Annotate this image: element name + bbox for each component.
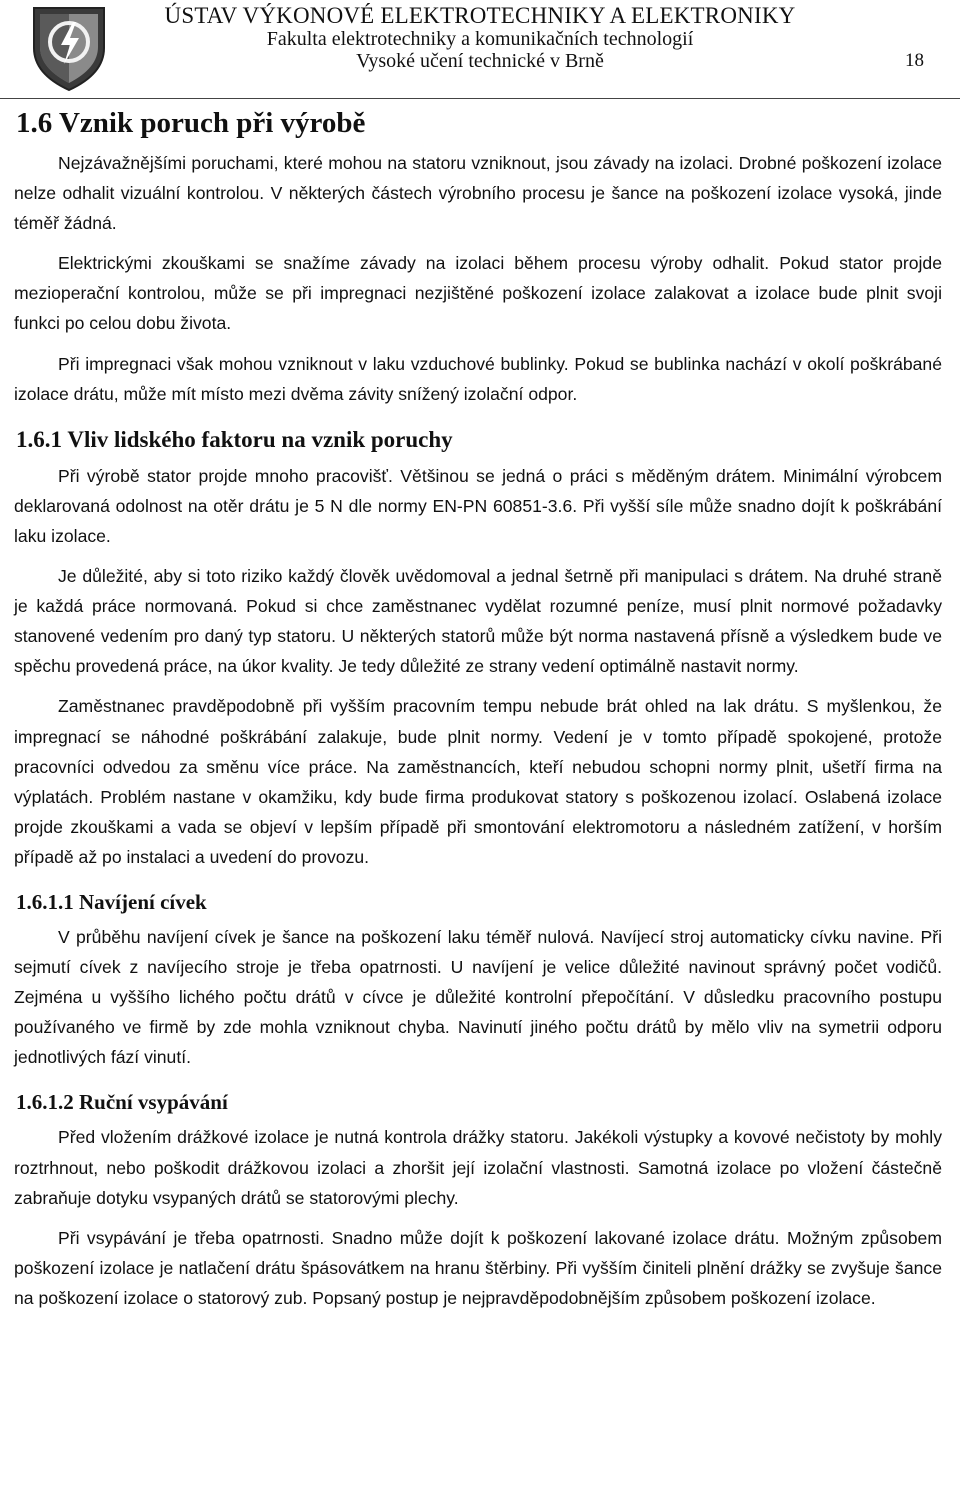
institution-block	[150, 4, 810, 71]
page-body	[14, 100, 942, 1323]
faculty-name: Fakulta elektrotechniky a komunikačních technologií	[266, 28, 694, 50]
page-number: 18	[905, 50, 924, 71]
lightning-shield-logo	[30, 2, 108, 92]
paragraph: Před vložením drážkové izolace je nutná kontrola drážky statoru. Jakékoli výstupky a kovové nečistoty by mohly roztrhnout, nebo poškodit drážkovou izolaci a zhoršit její izolační vlastnosti. Samotná izolace po vložení částečně zabraňuje dotyku vsypaných drátů se statorovými plechy.	[14, 1127, 942, 1208]
subsection-title: 1.6.1 Vliv lidského faktoru na vznik poruchy	[16, 426, 453, 452]
institute-name: ÚSTAV VÝKONOVÉ ELEKTROTECHNIKY A ELEKTRONIKY	[164, 3, 796, 28]
section-title: 1.6 Vznik poruch při výrobě	[16, 107, 366, 139]
subsubsection-title: 1.6.1.1 Navíjení cívek	[16, 889, 207, 914]
paragraph: V průběhu navíjení cívek je šance na poškození laku téměř nulová. Navíjecí stroj automaticky cívku navine. Při sejmutí cívek z navíjecího stroje je třeba opatrnosti. U navíjení je velice důležité navinout správný počet vodičů. Zejména u vyššího lichého počtu drátů v cívce je důležité kontrolní přepočítání. V důsledku pracovního postupu používaného ve firmě by zde mohla vzniknout chyba. Navinutí jiného počtu drátů by mělo vliv na symetrii odporu jednotlivých fází vinutí.	[14, 926, 942, 1068]
paragraph: Při impregnaci však mohou vzniknout v laku vzduchové bublinky. Pokud se bublinka nachází v okolí poškrábané izolace drátu, může mít místo mezi dvěma závity snížený izolační odpor.	[14, 353, 942, 404]
paragraph: Při výrobě stator projde mnoho pracovišť. Většinou se jedná o práci s měděným drátem. Minimální výrobcem deklarovaná odolnost na otěr drátu je 5 N dle normy EN-PN 60851-3.6. Při vyšší síle může snadno dojít k poškrábání laku izolace.	[14, 465, 942, 546]
paragraph: Zaměstnanec pravděpodobně při vyšším pracovním tempu nebude brát ohled na lak drátu. S myšlenkou, že impregnací se náhodné poškrábání zalakuje, bude plnit normy. Vedení je v tomto případě spokojené, protože pracovníci odvedou za směnu více práce. Na zaměstnancích, kteří nebudou schopni normy plnit, ušetří firma na výplatách. Problém nastane v okamžiku, kdy bude firma produkovat statory s poškozenou izolací. Oslabená izolace projde zkouškami a vada se objeví v lepším případě při smontování elektromotoru a následném zatížení, v horším případě až po instalaci a uvedení do provozu.	[14, 696, 942, 867]
university-name: Vysoké učení technické v Brně	[356, 50, 604, 72]
subsubsection-title: 1.6.1.2 Ruční vsypávání	[16, 1090, 228, 1115]
paragraph: Elektrickými zkouškami se snažíme závady na izolaci během procesu výroby odhalit. Pokud stator projde mezioperační kontrolou, může se při impregnaci nezjištěné poškození izolace zalakovat a izolace bude plnit svoji funkci po celou dobu života.	[14, 253, 942, 334]
page-header	[0, 0, 960, 100]
paragraph: Je důležité, aby si toto riziko každý člověk uvědomoval a jednal šetrně při manipulaci s drátem. Na druhé straně je každá práce normovaná. Pokud si chce zaměstnanec vydělat rozumné peníze, musí plnit normové požadavky stanovené vedením pro daný typ statoru. U některých statorů může být norma nastavená přísně a výsledkem bude ve spěchu provedená práce, na úkor kvality. Je tedy důležité ze strany vedení optimálně nastavit normy.	[14, 566, 942, 677]
paragraph: Nejzávažnějšími poruchami, které mohou na statoru vzniknout, jsou závady na izolaci. Drobné poškození izolace nelze odhalit vizuální kontrolou. V některých částech výrobního procesu je šance na poškození izolace vysoká, jinde téměř žádná.	[14, 153, 942, 234]
paragraph: Při vsypávání je třeba opatrnosti. Snadno může dojít k poškození lakované izolace drátu. Možným způsobem poškození izolace je natlačení drátu špásovátkem na hranu štěrbiny. Při vyšším činiteli plnění drážky se zvyšuje šance na poškození izolace o statorový zub. Popsaný postup je nejpravděpodobnějším způsobem poškození izolace.	[14, 1227, 942, 1308]
header-divider	[0, 98, 960, 99]
